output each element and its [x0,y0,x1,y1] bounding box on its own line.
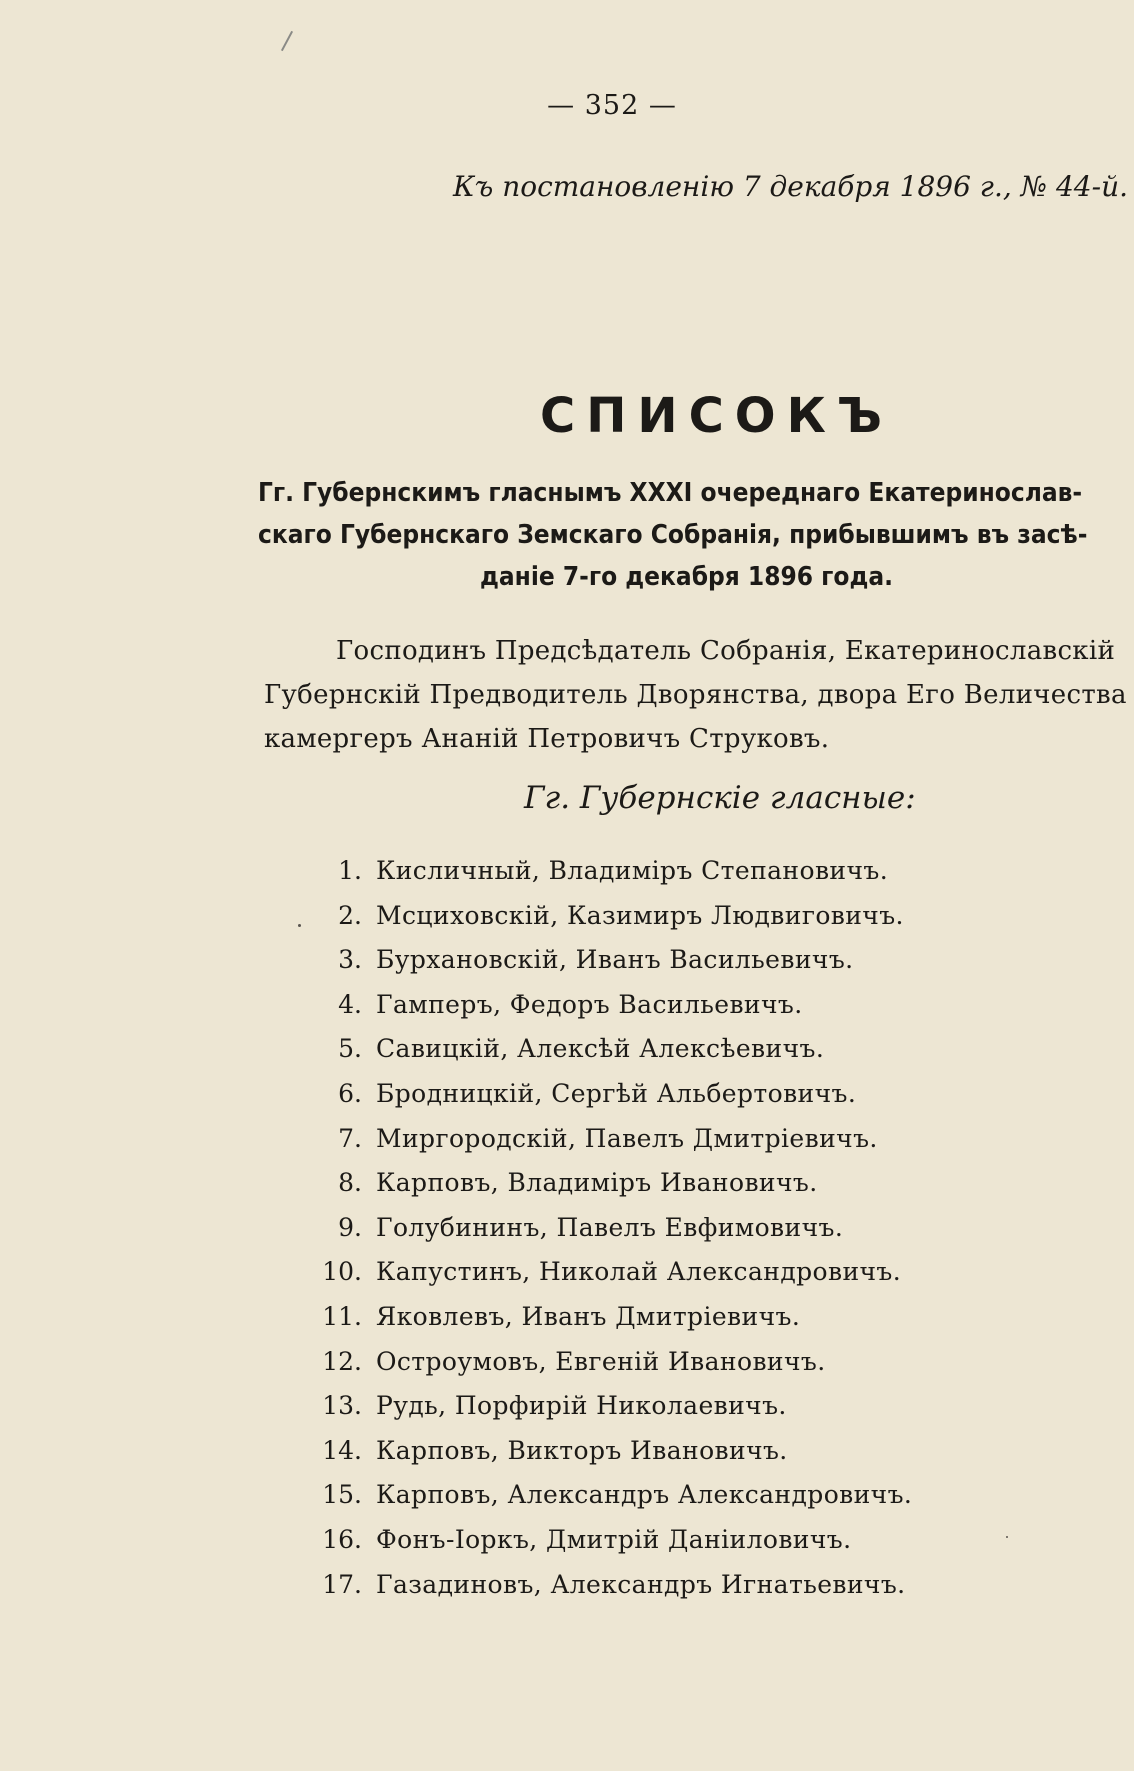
member-name: Фонъ-Іоркъ, Дмитрій Даніиловичъ. [376,1525,852,1554]
list-item [300,990,803,1020]
list-item [300,856,888,886]
member-number: 4. [338,989,362,1019]
member-name: Бродницкій, Сергѣй Альбертовичъ. [376,1079,857,1108]
list-item [300,1436,788,1466]
document-title: СПИСОКЪ [540,388,893,444]
member-name: Кисличный, Владиміръ Степановичъ. [376,856,889,885]
member-number: 14. [322,1435,362,1465]
member-name: Капустинъ, Николай Александровичъ. [376,1257,902,1287]
list-item [300,1079,856,1109]
list-item [300,901,904,931]
list-item [300,1391,787,1421]
member-name: Остроумовъ, Евгеній Ивановичъ. [376,1346,826,1376]
member-name: Рудь, Порфирій Николаевичъ. [376,1391,787,1421]
list-item [300,1124,878,1154]
member-name: Голубининъ, Павелъ Евфимовичъ. [376,1212,844,1242]
member-number: 10. [322,1257,362,1287]
subtitle-line: скаго Губернскаго Земскаго Собранія, прибывшимъ въ засѣ- [258,520,1088,550]
page-number: — 352 — [547,90,677,121]
list-item [300,1347,826,1377]
member-number: 11. [322,1302,362,1331]
list-item [300,1302,800,1332]
member-name: Карповъ, Владиміръ Ивановичъ. [376,1168,818,1198]
members-heading: Гг. Губернскіе гласные: [524,780,916,816]
list-item [300,1480,912,1510]
list-item [300,945,854,975]
member-number: 5. [338,1034,362,1064]
member-name: Карповъ, Викторъ Ивановичъ. [376,1435,788,1465]
ink-speck [1006,1536,1008,1538]
list-item [300,1168,818,1198]
chair-line: Господинъ Предсѣдатель Собранія, Екатеринославскій [336,636,1116,666]
list-item [300,1034,824,1064]
member-name: Мсциховскій, Казимиръ Людвиговичъ. [376,900,904,930]
list-item [300,1525,851,1555]
member-name: Яковлевъ, Иванъ Дмитріевичъ. [376,1302,801,1331]
member-number: 9. [338,1212,362,1242]
subtitle-line: Гг. Губернскимъ гласнымъ XXXI очереднаго Екатеринослав- [258,478,1083,508]
list-item [300,1257,901,1287]
member-number: 2. [338,900,362,930]
ink-speck [298,924,301,927]
member-name: Газадиновъ, Александръ Игнатьевичъ. [376,1569,906,1599]
member-number: 13. [322,1391,362,1421]
list-item [300,1570,906,1600]
resolution-reference: Къ постановленію 7 декабря 1896 г., № 44-й. [452,170,1128,203]
member-number: 1. [338,856,362,885]
subtitle-line: даніе 7-го декабря 1896 года. [480,562,894,592]
member-number: 15. [322,1480,362,1510]
chair-line: Губернскій Предводитель Дворянства, двора Его Величества [264,680,1127,710]
member-number: 17. [322,1569,362,1599]
member-number: 16. [322,1525,362,1554]
member-name: Карповъ, Александръ Александровичъ. [376,1480,913,1510]
member-number: 8. [338,1168,362,1198]
member-name: Гамперъ, Федоръ Васильевичъ. [376,989,803,1019]
member-number: 7. [338,1123,362,1153]
member-name: Савицкій, Алексѣй Алексѣевичъ. [376,1034,825,1064]
member-name: Миргородскій, Павелъ Дмитріевичъ. [376,1123,878,1153]
list-item [300,1213,843,1243]
chair-line: камергеръ Ананій Петровичъ Струковъ. [264,724,830,754]
member-number: 6. [338,1079,362,1108]
pencil-mark [281,31,293,51]
member-number: 3. [338,945,362,975]
member-name: Бурхановскій, Иванъ Васильевичъ. [376,945,854,975]
member-number: 12. [322,1346,362,1376]
